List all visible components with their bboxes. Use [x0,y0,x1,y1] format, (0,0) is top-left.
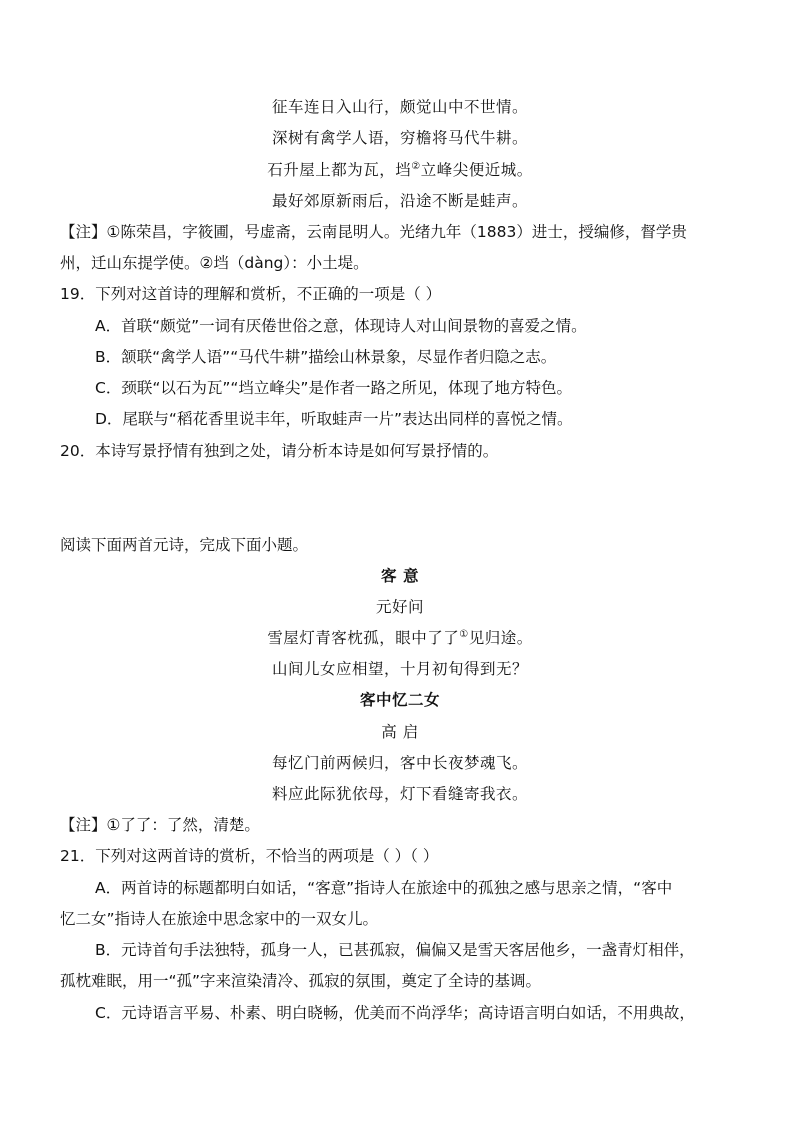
poem3-author: 高 启 [381,723,419,741]
poem1-line-4: 最好郊原新雨后，沿途不断是蛙声。 [271,192,528,210]
question-19-option-a: A．首联“颇觉”一词有厌倦世俗之意，体现诗人对山间景物的喜爱之情。 [95,317,587,335]
question-21-option-b-line-1: B．元诗首句手法独特，孤身一人，已甚孤寂，偏偏又是雪天客居他乡，一盏青灯相伴， [95,941,695,959]
question-21-option-b-line-2: 孤枕难眠，用一“孤”字来渲染清冷、孤寂的氛围，奠定了全诗的基调。 [60,972,542,990]
poem2-line-1-part2: 见归途。 [468,629,533,647]
poem2-author: 元好问 [375,598,424,616]
question-19-option-b: B．颔联“禽学人语”“马代牛耕”描绘山林景象，尽显作者归隐之志。 [95,348,557,366]
question-21-option-a-line-1: A．两首诗的标题都明白如话，“客意”指诗人在旅途中的孤独之感与思亲之情，“客中 [95,879,673,897]
question-21-option-c-line-1: C．元诗语言平易、朴素、明白晓畅，优美而不尚浮华；高诗语言明白如话，不用典故， [95,1004,695,1022]
note2: 【注】①了了：了然，清楚。 [60,816,260,834]
poem1-line-3-part2: 立峰尖便近城。 [420,161,533,179]
poem3-line-1: 每忆门前两候归，客中长夜梦魂飞。 [271,754,528,772]
note1-line-1: 【注】①陈荣昌，字筱圃，号虚斋，云南昆明人。光绪九年（1883）进士，授编修，督学贵 [60,223,687,241]
dang-char: 垱 [395,161,412,179]
poem2-title: 客 意 [381,566,419,585]
question-20-stem: 20．本诗写景抒情有独到之处，请分析本诗是如何写景抒情的。 [60,442,499,460]
poem1-line-3-part1: 石升屋上都为瓦， [267,161,396,179]
poem2-line-1-part1: 雪屋灯青客枕孤，眼中了了 [267,629,460,647]
poem3-line-2: 料应此际犹依母，灯下看缝寄我衣。 [271,785,528,803]
poem1-line-3 [0,160,800,180]
question-19-option-c: C．颈联“以石为瓦”“垱立峰尖”是作者一路之所见，体现了地方特色。 [95,379,572,397]
question-21-option-a-line-2: 忆二女”指诗人在旅途中思念家中的一双女儿。 [60,910,379,928]
poem3-title: 客中忆二女 [359,690,440,709]
section-intro: 阅读下面两首元诗，完成下面小题。 [60,536,309,554]
poem1-line-1: 征车连日入山行，颇觉山中不世情。 [271,98,528,116]
poem2-line-1 [0,628,800,648]
question-21-stem: 21．下列对这两首诗的赏析，不恰当的两项是（ ）（ ） [60,847,439,865]
footnote-mark-2: ② [411,160,421,172]
question-19-stem: 19．下列对这首诗的理解和赏析，不正确的一项是（ ） [60,285,442,303]
poem1-line-2: 深树有禽学人语，穷檐将马代牛耕。 [271,129,528,147]
note1-line-2: 州，迁山东提学使。②垱（dàng）：小土堤。 [60,254,369,272]
footnote-mark-1: ① [459,628,469,640]
question-19-option-d: D．尾联与“稻花香里说丰年，听取蛙声一片”表达出同样的喜悦之情。 [95,410,573,428]
poem2-line-2: 山间儿女应相望，十月初旬得到无？ [271,660,528,678]
